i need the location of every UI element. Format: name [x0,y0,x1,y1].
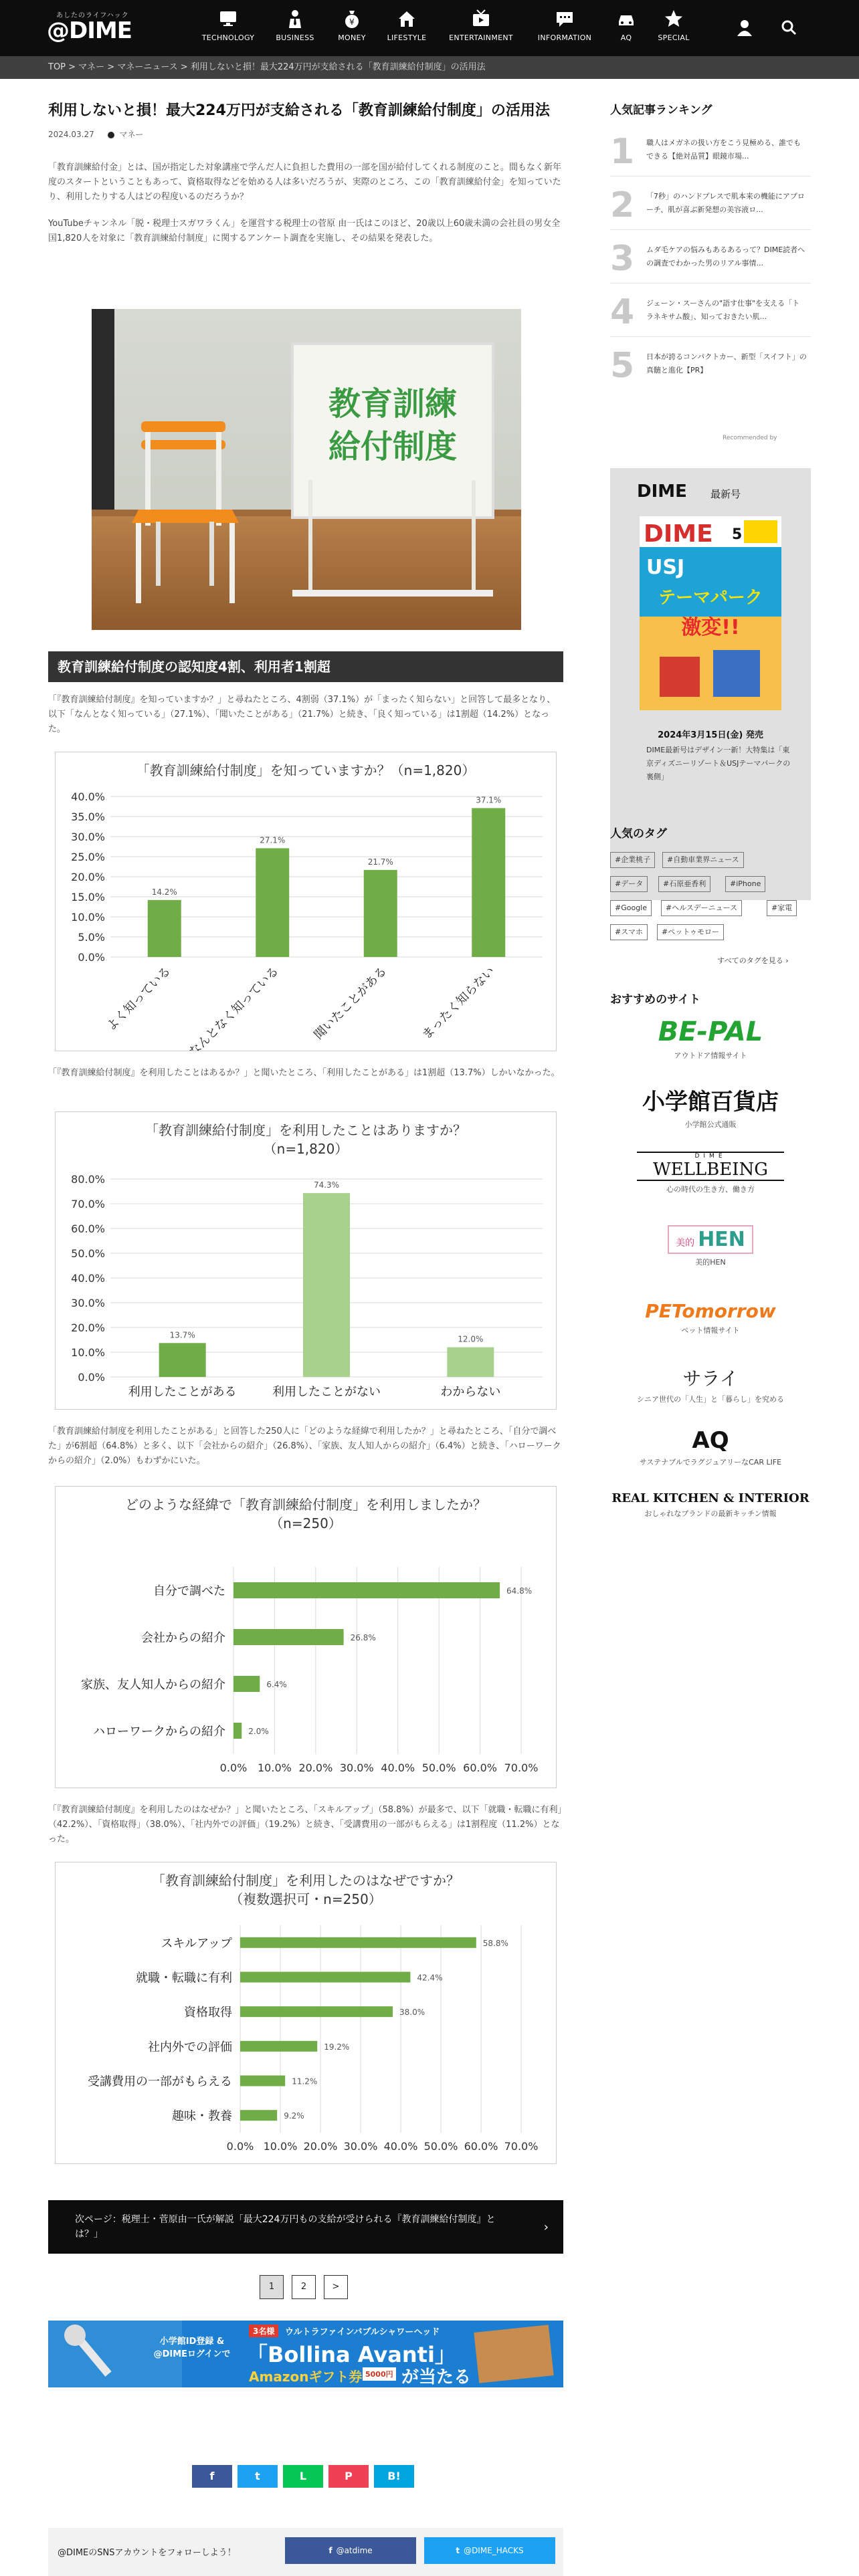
y-tick-label: 家族、友人知人からの紹介 [81,1678,225,1692]
x-tick-label: まったく知らない [419,964,498,1043]
hero-text-1: 教育訓練 [328,385,458,423]
magazine-desc: DIME最新号はデザイン一新！大特集は「東京ディズニーリゾート＆USJテーマパークの裏側」 [646,746,791,781]
x-tick-label: 60.0% [464,2140,498,2153]
bar [240,1937,476,1948]
rank-text: 「7秒」のハンドプレスで肌本来の機能にアプローチ、肌が喜ぶ新発想の美容液ロ... [646,192,805,214]
site-petomorrow[interactable] [610,1300,811,1335]
data-label: 12.0% [458,1334,484,1344]
x-tick-label: なんとなく知っている [186,964,282,1051]
y-tick-label: 就職・転職に有利 [136,1971,232,1985]
data-label: 13.7% [169,1330,195,1340]
chart-subtitle: （複数選択可・n=250） [229,1891,382,1907]
cover-title: DIME [644,520,713,548]
y-tick-label: 70.0% [71,1198,105,1210]
x-tick-label: 聞いたことがある [311,964,390,1043]
rank-text: 日本が誇るコンパクトカー、新型「スイフト」の真髄と進化【PR】 [646,352,807,374]
banner-gift: Amazonギフト券 [249,2369,363,2385]
follow-facebook-label: @atdime [336,2546,373,2555]
bar [303,1193,350,1377]
next-page-button[interactable] [48,2200,563,2254]
site-over: DIME [637,1152,784,1160]
chart-subtitle: （n=250） [270,1515,342,1531]
magazine-label: DIME [637,481,687,502]
x-tick-label: 20.0% [303,2140,338,2153]
x-tick-label: わからない [440,1385,501,1399]
recommended-credit: Recommended by [723,435,777,441]
y-tick-label: 資格取得 [184,2006,232,2020]
y-tick-label: 40.0% [71,1272,105,1285]
promo-banner[interactable] [48,2321,563,2387]
magazine-date: 2024年3月15日(金) 発売 [658,730,763,740]
hero-image [92,309,521,630]
paragraph: 「教育訓練給付制度を利用したことがある」と回答した250人に「どのような経緯で利用したか？」と尋ねたところ、「自分で調べた」が6割超（64.8%）と多く、以下「会社からの紹介」（26.8%）、「家族、友人知人からの紹介」（6.4%）と続き、「ハローワークからの紹介」（2.0%）もわずかにいた。 [48,1426,561,1466]
tag-item[interactable]: #Google [610,900,652,916]
data-label: 27.1% [260,835,286,845]
x-tick-label: 0.0% [226,2140,254,2153]
nav-technology[interactable] [198,8,258,49]
chart-usage [55,1111,557,1410]
article-meta [48,128,563,140]
banner-gift-amount: 5000円 [363,2367,396,2381]
bar [447,1348,494,1377]
data-label: 2.0% [248,1727,269,1736]
site-name: サライ [682,1368,739,1390]
chevron-right-icon: › [543,2220,549,2234]
star-icon [663,8,684,29]
cover-theme2: 激変!! [681,616,740,639]
x-tick-label: 20.0% [298,1761,333,1774]
nav-label: TECHNOLOGY [201,33,255,42]
chart-title: どのような経緯で「教育訓練給付制度」を利用しましたか？ [125,1497,486,1513]
nav-entertainment[interactable] [442,8,520,49]
rank-text: 職人はメガネの扱い方をこう見極める、誰でもできる【絶対品質】眼鏡市場... [646,138,801,160]
chart-subtitle: （n=1,820） [263,1141,349,1157]
site-desc: サステナブルでラグジュアリーなCAR LIFE [639,1458,782,1467]
chart-awareness [55,752,557,1051]
cover-theme: テーマパーク [658,588,763,608]
tag-item[interactable]: #ペットゥモロー [657,924,724,940]
banner-name: 「Bollina Avanti」 [246,2342,456,2367]
x-tick-label: よく知っている [104,964,174,1034]
ranking-item[interactable] [610,183,811,230]
chat-bubble-icon [554,8,575,29]
magazine-cover [640,516,781,710]
y-tick-label: 受講費用の一部がもらえる [88,2074,232,2089]
section-heading: 教育訓練給付制度の認知度4割、利用者1割超 [48,651,563,682]
twitter-icon: t [456,2546,460,2555]
banner-badge: 3名様 [249,2325,278,2337]
bar [240,1972,410,1983]
y-tick-label: 0.0% [78,1371,105,1384]
article-category[interactable]: マネー [119,130,144,139]
house-icon [396,8,417,29]
tags-title: 人気のタグ [610,827,667,841]
y-tick-label: 20.0% [71,1321,105,1334]
page-1[interactable]: 1 [260,2275,284,2299]
y-tick-label: 会社からの紹介 [141,1631,225,1645]
y-tick-label: 60.0% [71,1222,105,1235]
rank-number: 1 [610,132,635,172]
y-tick-label: 25.0% [71,851,105,863]
money-bag-icon [341,8,363,29]
y-tick-label: 5.0% [78,931,105,944]
follow-twitter-label: @DIME_HACKS [464,2546,524,2555]
bar [240,2041,317,2052]
hero-text-2: 給付制度 [328,428,458,465]
nav-label: INFORMATION [537,33,592,42]
site-serai[interactable] [610,1364,811,1404]
y-tick-label: 50.0% [71,1247,105,1260]
site-wellbeing[interactable] [610,1152,811,1194]
x-tick-label: 0.0% [219,1761,248,1774]
banner-end: が当たる [401,2367,472,2387]
tv-icon [470,8,492,29]
tag-item[interactable]: #ヘルスデーニュース [661,900,742,916]
bar [472,808,505,957]
site-desc: 心の時代の生き方、働き方 [666,1185,755,1194]
car-icon [615,8,637,29]
article-title: 利用しないと損！最大224万円が支給される「教育訓練給付制度」の活用法 [48,102,550,119]
x-tick-label: 利用したことがある [128,1385,237,1399]
svg-text:¥: ¥ [349,17,355,27]
y-tick-label: 20.0% [71,871,105,883]
magazine-sub: 最新号 [710,488,741,500]
tag-item[interactable]: #家電 [767,900,797,916]
site-desc: 小学館公式通販 [684,1120,737,1129]
y-tick-label: 社内外での評価 [148,2040,232,2054]
x-tick-label: 70.0% [504,2140,539,2153]
y-tick-label: 10.0% [71,911,105,924]
site-bepal[interactable] [610,1016,811,1061]
y-tick-label: 40.0% [71,790,105,803]
y-tick-label: 80.0% [71,1173,105,1186]
bar [233,1629,344,1645]
nav-business[interactable] [266,8,324,49]
rank-number: 4 [610,292,635,332]
x-tick-label: 10.0% [263,2140,298,2153]
site-name: REAL KITCHEN & INTERIOR [611,1491,809,1505]
chart-route [55,1486,557,1788]
banner-product: ウルトラファインバブルシャワーヘッド [285,2327,440,2337]
ranking-item[interactable] [610,344,811,391]
page-next[interactable]: > [324,2275,348,2299]
site-name: WELLBEING [637,1160,784,1181]
data-label: 42.4% [417,1973,443,1983]
y-tick-label: 10.0% [71,1346,105,1359]
person-tie-icon [284,8,306,29]
breadcrumb[interactable]: TOP > マネー > マネーニュース > 利用しないと損！最大224万円が支給される「教育訓練給付制度」の活用法 [0,56,859,79]
bar [233,1676,260,1692]
site-name: HEN [698,1228,745,1251]
intro-paragraph: 「教育訓練給付金」とは、国が指定した対象講座で学んだ人に負担した費用の一部を国が給付してくれる制度のこと。間もなく新年度のスタートということもあって、資格取得などを始める人は多いだろうが、実際のところ、この「教育訓練給付金」を知っていたり、利用したりする人はどの程度いるのだろうか？ [48,163,562,202]
hatena-share-button[interactable]: B! [374,2465,414,2488]
site-name: PETomorrow [645,1300,776,1322]
monitor-icon [217,8,239,29]
bar [148,900,181,957]
rank-text: ジェーン・スーさんの"語す仕事"を支える「トラネキサム酸」、知っておきたい肌... [646,299,800,321]
top-nav-bar [0,0,859,56]
article [48,100,563,246]
facebook-icon: f [328,2546,332,2555]
site-name: 小学館百貨店 [642,1089,779,1115]
tag-item[interactable]: #データ [610,876,648,892]
site-hen[interactable] [610,1225,811,1267]
follow-box [48,2528,563,2576]
x-tick-label: 10.0% [258,1761,292,1774]
bar [256,848,289,957]
site-pre: 美的 [676,1238,695,1249]
banner-left-text: 小学館ID登録 & @DIMEログインで [153,2337,231,2359]
tag-item[interactable]: #iPhone [725,876,765,892]
line-share-button[interactable]: L [283,2465,323,2488]
y-tick-label: スキルアップ [161,1936,232,1951]
logo-text: @DIME [47,17,132,44]
nav-special[interactable] [649,8,698,49]
follow-twitter-button[interactable] [424,2537,555,2564]
facebook-share-button[interactable]: f [192,2465,232,2488]
site-name: BE-PAL [658,1016,763,1047]
bar [233,1582,500,1598]
site-name: AQ [692,1427,729,1454]
twitter-share-button[interactable]: t [237,2465,278,2488]
data-label: 19.2% [324,2042,350,2052]
data-label: 64.8% [506,1586,533,1596]
tag-item[interactable]: #企業桃子 [610,852,655,868]
y-tick-label: 趣味・教養 [172,2109,232,2124]
chevron-right-icon: › [785,956,789,965]
y-tick-label: 30.0% [71,1297,105,1309]
data-label: 14.2% [151,887,177,897]
site-desc: ペット情報サイト [681,1326,740,1335]
site-desc: アウトドア情報サイト [674,1051,747,1060]
rank-number: 2 [610,185,635,225]
rank-text: ムダ毛ケアの悩みもあるあるって？DIME読者への調査でわかった男のリアル事情... [646,245,805,267]
chart-reason [55,1862,557,2164]
tag-icon [108,132,114,138]
x-tick-label: 50.0% [423,2140,458,2153]
x-tick-label: 70.0% [504,1761,539,1774]
x-tick-label: 50.0% [421,1761,456,1774]
rank-number: 3 [610,239,635,279]
bar [364,870,397,957]
nav-lifestyle[interactable] [379,8,435,49]
ranking-item[interactable] [610,130,811,177]
site-aq[interactable] [610,1427,811,1467]
chart-title: 「教育訓練給付制度」を利用したのはなぜですか？ [152,1872,460,1889]
cover-usj: USJ [646,556,685,579]
site-realkitchen[interactable] [610,1491,811,1519]
logo-tagline: あしたのライフハック [56,12,129,19]
data-label: 38.0% [399,2008,425,2018]
y-tick-label: 自分で調べた [153,1584,225,1598]
x-tick-label: 60.0% [463,1761,497,1774]
x-tick-label: 30.0% [343,2140,378,2153]
data-label: 26.8% [350,1633,376,1642]
all-tags-link[interactable] [717,955,789,966]
site-logo[interactable] [47,8,134,45]
x-tick-label: 40.0% [381,1761,415,1774]
chart-title: 「教育訓練給付制度」を知っていますか？（n=1,820） [136,762,476,778]
x-tick-label: 40.0% [383,2140,418,2153]
data-label: 37.1% [476,795,502,805]
data-label: 74.3% [313,1180,340,1190]
y-tick-label: 0.0% [78,951,105,964]
search-icon[interactable] [780,19,797,36]
data-label: 11.2% [292,2076,318,2086]
sidebar [610,100,811,1518]
paragraph: 「『教育訓練給付制度』を知っていますか？」と尋ねたところ、4割弱（37.1%）が「まったく知らない」と回答して最多となり、以下「なんとなく知っている」（27.1%）、「聞いたことがある」（21.7%）と続き、「良く知っている」は1割超（14.2%）となった。 [48,695,556,734]
nav-label: SPECIAL [658,33,690,42]
y-tick-label: 15.0% [71,891,105,903]
data-label: 6.4% [266,1680,287,1689]
y-tick-label: 35.0% [71,811,105,823]
tag-item[interactable]: #石原亜香利 [658,876,710,892]
article-date: 2024.03.27 [48,130,94,139]
pocket-share-button[interactable]: P [328,2465,369,2488]
bar [240,2110,277,2121]
y-tick-label: ハローワークからの紹介 [93,1725,225,1739]
intro-paragraph-2: YouTubeチャンネル「脱・税理士スガワラくん」を運営する税理士の菅原 由一氏はこのほど、20歳以上60歳未満の会社員の男女全国1,820人を対象に「教育訓練給付制度」に関するアンケート調査を実施し、その結果を発表した。 [48,219,561,243]
x-tick-label: 30.0% [339,1761,374,1774]
ranking-title: 人気記事ランキング [610,104,712,117]
next-page-label: 次ページ：税理士・菅原由一氏が解説「最大224万円もの支給が受けられる『教育訓練給付制度』とは？」 [75,2214,496,2240]
tag-item[interactable]: #スマホ [610,924,648,940]
user-icon[interactable] [736,19,753,36]
nav-label: BUSINESS [276,33,314,42]
nav-money[interactable] [325,8,379,49]
x-tick-label: 利用したことがない [272,1385,381,1399]
bar [159,1343,206,1377]
site-desc: おしゃれなブランドの最新キッチン情報 [644,1509,777,1518]
site-shogakukan[interactable] [610,1083,811,1130]
chart-title: 「教育訓練給付制度」を利用したことはありますか？ [145,1122,466,1138]
paragraph: 「『教育訓練給付制度』を利用したことはあるか？」と聞いたところ、「利用したことがある」は1割超（13.7%）しかいなかった。 [48,1068,560,1078]
data-label: 58.8% [482,1938,508,1948]
follow-text: @DIMEのSNSアカウントをフォローしよう！ [58,2548,236,2558]
tag-item[interactable]: #自動車業界ニュース [662,852,744,868]
sites-title: おすすめのサイト [610,993,700,1006]
bar [233,1723,242,1739]
nav-aq[interactable] [607,8,645,49]
all-tags-label: すべてのタグを見る [717,956,783,965]
data-label: 21.7% [367,857,393,867]
ranking-item[interactable] [610,290,811,337]
rank-number: 5 [610,346,635,386]
data-label: 9.2% [284,2111,304,2121]
ranking-item[interactable] [610,237,811,284]
nav-information[interactable] [530,8,599,49]
bar [240,2076,285,2086]
paragraph: 「『教育訓練給付制度』を利用したのはなぜか？」と聞いたところ、「スキルアップ」（58.8%）が最多で、以下「就職・転職に有利」（42.2%）、「資格取得」（38.0%）、「社内外での評価」（19.2%）と続き、「受講費用の一部がもらえる」は1割程度（11.2%）となった。 [48,1805,562,1844]
nav-label: ENTERTAINMENT [449,33,513,42]
site-desc: シニア世代の「人生」と「暮らし」を究める [637,1395,784,1404]
y-tick-label: 30.0% [71,831,105,843]
follow-facebook-button[interactable] [285,2537,416,2564]
nav-label: LIFESTYLE [387,33,427,42]
nav-label: AQ [620,33,632,42]
bar [240,2006,393,2017]
site-desc: 美的HEN [695,1258,726,1267]
cover-issue: 5 [732,526,743,543]
nav-label: MONEY [338,33,366,42]
page-2[interactable]: 2 [292,2275,316,2299]
